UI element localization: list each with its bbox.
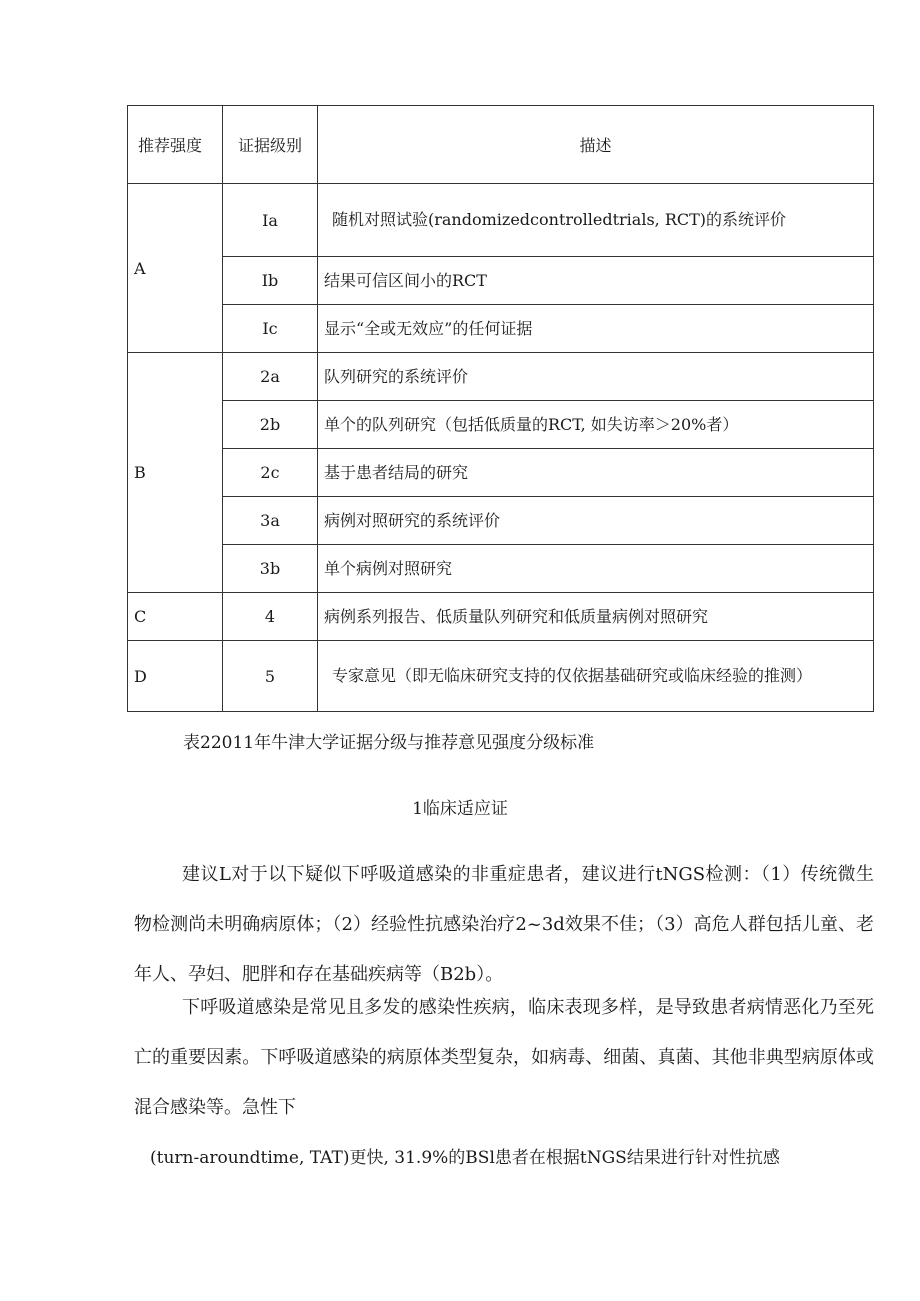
description-cell: 结果可信区间小的RCT <box>318 257 874 305</box>
description-cell: 病例对照研究的系统评价 <box>318 497 874 545</box>
table-row <box>128 353 874 401</box>
description-cell: 单个的队列研究（包括低质量的RCT, 如失访率＞20%者） <box>318 401 874 449</box>
level-cell: Ic <box>223 305 318 353</box>
table-caption: 表22011年牛津大学证据分级与推荐意见强度分级标准 <box>183 733 595 753</box>
description-cell: 单个病例对照研究 <box>318 545 874 593</box>
header-evidence-level: 证据级别 <box>223 106 318 184</box>
table-header-row <box>128 106 874 184</box>
table-row <box>128 497 874 545</box>
grade-cell: B <box>128 353 223 593</box>
description-cell: 显示“全或无效应”的任何证据 <box>318 305 874 353</box>
paragraph-background: 下呼吸道感染是常见且多发的感染性疾病，临床表现多样，是导致患者病情恶化乃至死亡的重要因素。下呼吸道感染的病原体类型复杂，如病毒、细菌、真菌、其他非典型病原体或混合感染等。急性下 <box>134 997 874 1118</box>
table-row <box>128 257 874 305</box>
paragraph-recommendation: 建议L对于以下疑似下呼吸道感染的非重症患者，建议进行tNGS检测：（1）传统微生物检测尚未明确病原体；（2）经验性抗感染治疗2~3d效果不佳；（3）高危人群包括儿童、老年人、孕妇、肥胖和存在基础疾病等（B2b）。 <box>134 864 874 985</box>
header-description: 描述 <box>318 106 874 184</box>
level-cell: 2b <box>223 401 318 449</box>
level-cell: 4 <box>223 593 318 641</box>
description-cell: 随机对照试验(randomizedcontrolledtrials, RCT)的系统评价 <box>318 184 874 257</box>
paragraph-tat: (turn-aroundtime, TAT)更快, 31.9%的BSl患者在根据tNGS结果进行针对性抗感 <box>150 1148 780 1168</box>
level-cell: Ib <box>223 257 318 305</box>
grade-cell: D <box>128 641 223 712</box>
description-cell: 专家意见（即无临床研究支持的仅依据基础研究或临床经验的推测） <box>318 641 874 712</box>
level-cell: Ia <box>223 184 318 257</box>
header-recommendation-strength: 推荐强度 <box>128 106 223 184</box>
table-row <box>128 593 874 641</box>
level-cell: 3b <box>223 545 318 593</box>
table-row <box>128 449 874 497</box>
evidence-grading-table <box>127 105 874 712</box>
table-row <box>128 305 874 353</box>
grade-cell: A <box>128 184 223 353</box>
level-cell: 3a <box>223 497 318 545</box>
level-cell: 2c <box>223 449 318 497</box>
section-title: 1临床适应证 <box>412 799 508 819</box>
level-cell: 2a <box>223 353 318 401</box>
description-cell: 病例系列报告、低质量队列研究和低质量病例对照研究 <box>318 593 874 641</box>
table-row <box>128 641 874 712</box>
level-cell: 5 <box>223 641 318 712</box>
table-row <box>128 545 874 593</box>
table-row <box>128 401 874 449</box>
grade-cell: C <box>128 593 223 641</box>
table-row <box>128 184 874 257</box>
description-cell: 队列研究的系统评价 <box>318 353 874 401</box>
description-cell: 基于患者结局的研究 <box>318 449 874 497</box>
